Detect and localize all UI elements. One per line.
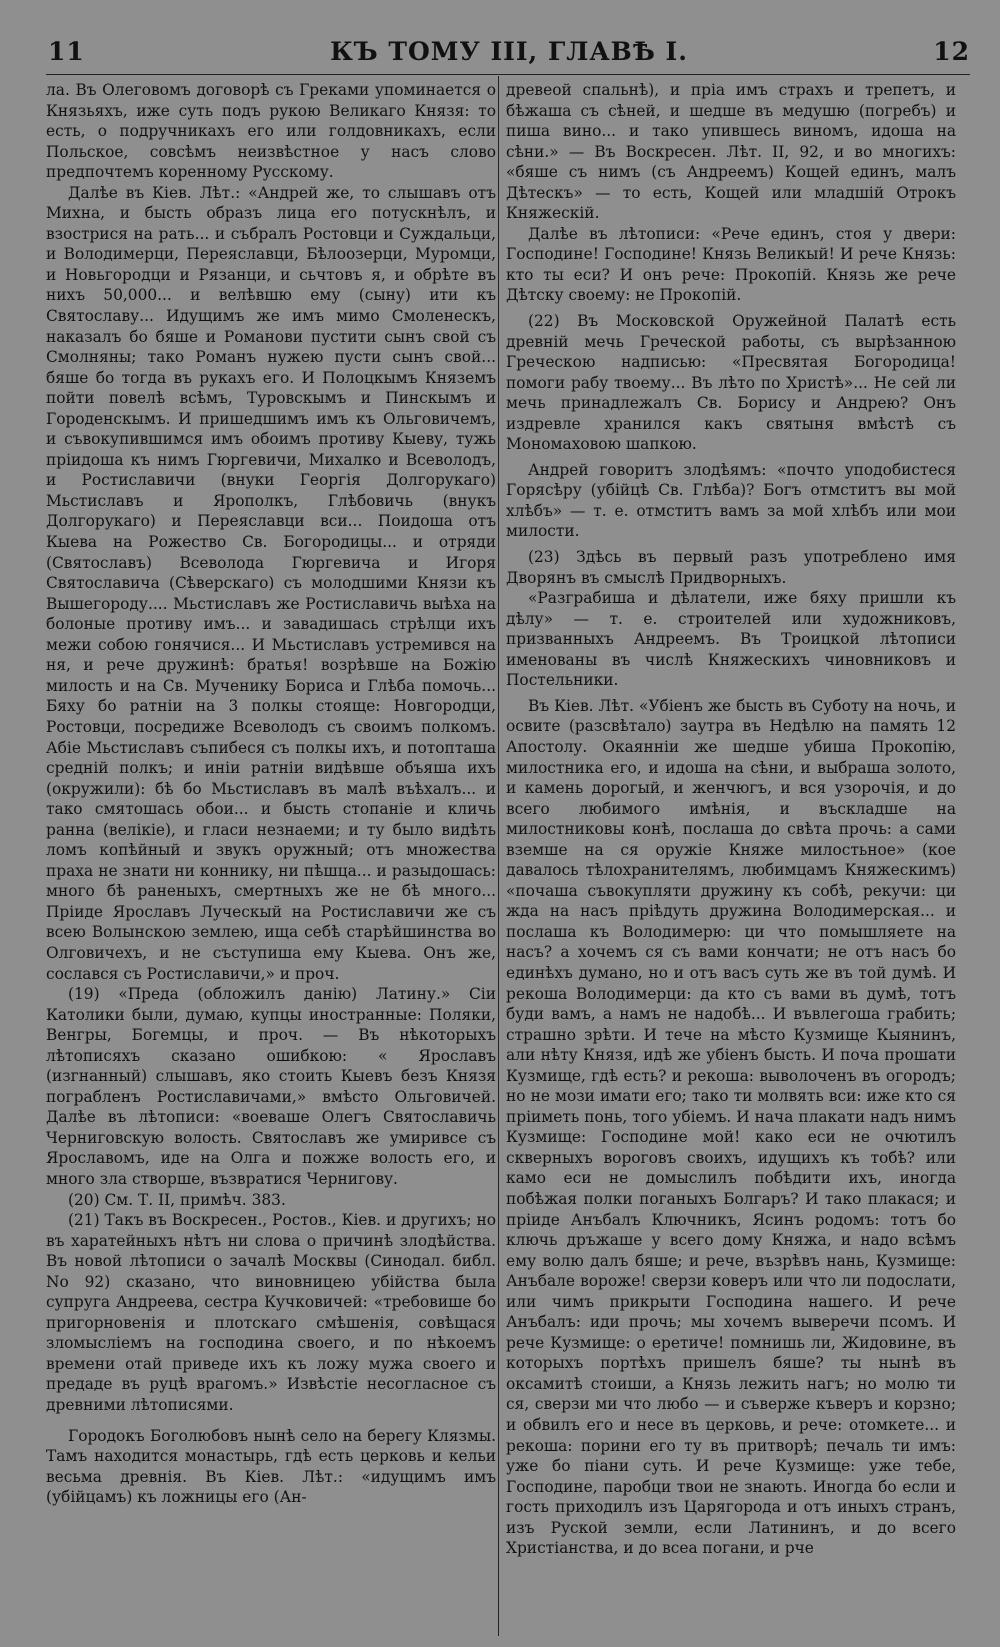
left-column — [46, 80, 496, 1508]
column-divider — [498, 76, 499, 1636]
running-header — [48, 34, 970, 68]
paragraph: Въ Кіев. Лѣт. «Убіенъ же бысть въ Суботу на ночь, и освите (разсвѣтало) заутра въ Недѣлю на память 12 Апостолу. Окаянніи же шедше убиша Прокопію, милостника его, и идоша на сѣни, и выбраша золото, и камень дорогый, и женчюгъ, и вся узорочія, и до всего любимого имѣнія, и въскладше на милостниковы конѣ, послаша до свѣта прочь: а сами вземше на ся оружіе Княже милостьное» (кое давалось тѣлохранителямъ, любимцамъ Княжескимъ) «почаша съвокупляти дружину къ собѣ, рекучи: ци жда на насъ пріѣдуть дружина Володимерская... и послаша къ Володимерю: ци что помышляете на насъ? а хочемъ ся съ вами кончати; не отъ насъ бо единѣхъ думано, но и отъ васъ суть же въ той думѣ. И рекоша Володимерци: да кто съ вами въ думѣ, тотъ буди вамъ, а намъ не надобѣ... И въвлегоша грабить; страшно зрѣти. И тече на мѣсто Кузмище Кыянинъ, али нѣту Князя, идѣ же убіенъ бысть. И поча прошати Кузмище, гдѣ есть? и рекоша: выволоченъ въ огородъ; но не мози имати его; тако ти молвять вси: иже кто ся пріиметь понь, того убіемъ. И нача плакати надъ нимъ Кузмище: Господине мой! како еси не очютилъ скверныхъ вороговъ своихъ, идущихъ къ тобѣ? или камо еси не домыслилъ побѣдити ихъ, иногда побѣжая полки поганыхъ Болгаръ? И тако плакася; и пріиде Анъбалъ Ключникъ, Ясинъ родомъ: тотъ бо ключь дръжаше у всего дому Княжа, и надо всѣмъ ему волю далъ бяше; и рече, възрѣвъ нань, Кузмище: Анъбале вороже! сверзи коверъ или что ли подослати, или чимъ прикрыти Господина нашего. И рече Анъбалъ: иди прочь; мы хочемъ выверечи псомъ. И рече Кузмище: о еретиче! помнишь ли, Жидовине, въ которыхъ портѣхъ пришелъ бяше? ты нынѣ въ оксамитѣ стоиши, а Князь лежить нагъ; но молю ти ся, сверзи ми что любо — и съверже къверъ и корзно; и обвилъ его и несе въ церковь, и рече: отомкете... и рекоша: порини его ту въ притворѣ; печаль ти имъ: уже бо піани суть. И рече Кузмище: уже тебе, Господине, паробци твои не знають. Иногда бо если и гость приходилъ изъ Царягорода и отъ иныхъ странъ, изъ Руской земли, если Латининъ, и до всего Христіанства, и до всеа погани, и рче — [506, 696, 956, 1558]
page-number-right: 12 — [933, 36, 970, 66]
paragraph: «Разграбиша и дѣлатели, иже бяху пришли къ дѣлу» — т. е. строителей или художниковъ, призванныхъ Андреемъ. Въ Троицкой лѣтописи именованы въ числѣ Княжескихъ чиновниковъ и Постельники. — [506, 589, 956, 690]
header-rule — [46, 74, 970, 75]
note-paragraph: (20) См. Т. II, примѣч. 383. — [68, 1190, 286, 1209]
note-paragraph: (19) «Преда (обложилъ данію) Латину.» Сіи Католики были, думаю, купцы иностранные: Поляки, Венгры, Богемцы, и проч. — Въ нѣкоторыхъ лѣтописяхъ сказано ошибкою: « Ярославъ (изгнанный) слышавъ, яко стоить Кыевъ безъ Князя пограбленъ Ростиславичами,» вмѣсто Ольговичей. Далѣе въ лѣтописи: «воеваше Олегъ Святославичь Черниговскую волость. Святославъ же умиривсе съ Ярославомъ, иде на Олга и пожже волость его, и много зла створше, възвратися Чернигову. — [46, 985, 496, 1188]
paragraph: Городокъ Боголюбовъ нынѣ село на берегу Клязмы. Тамъ находится монастырь, гдѣ есть церковь и кельи весьма древнія. Въ Кіев. Лѣт.: «идущимъ имъ (убійцамъ) къ ложницы его (Ан- — [46, 1426, 496, 1507]
paragraph: Далѣе въ лѣтописи: «Рече единъ, стоя у двери: Господине! Господине! Князь Великый! И рече Князь: кто ты еси? И онъ рече: Прокопій. Князь же рече Дѣтску своему: не Прокопій. — [506, 224, 956, 305]
paragraph: Далѣе въ Кіев. Лѣт.: «Андрей же, то слышавъ отъ Михна, и бысть образъ лица его потускнѣлъ, и взострися на рать... и събралъ Ростовци и Суждальци, и Володимерци, Переяславци, Бѣлоозерци, Муромци, и Новьгородци и Рязанци, и сьчтовъ я, и обрѣте въ нихъ 50,000... и велѣвшю ему (сыну) ити къ Святославу... Идущимъ же имъ мимо Смоленескъ, наказалъ бо бяше и Романови пустити сынъ свой съ Смолняны; тако Романъ нужею пусти сынъ свой... бяше бо тогда въ рукахъ его. И Полоцкымъ Княземъ пойти повелѣ всѣмъ, Туровскымъ и Пинскымъ и Городенскымъ. И пришедшимъ имъ къ Ольговичемъ, и съвокупившимся имъ обоимъ противу Кыеву, тужь пріидоша къ нимъ Гюргевичи, Михалко и Всеволодъ, и Ростиславичи (внуки Георгія Долгорукаго) Мьстиславъ и Ярополкъ, Глѣбовичь (внукъ Долгорукаго) и Переяславци вси... Поидоша отъ Кыева на Рожество Св. Богородицы... и отряди (Святославъ) Всеволода Гюргевича и Игоря Святославича (Сѣверскаго) съ молодшими Князи къ Вышегороду.... Мьстиславъ же Ростиславичь выѣха на болоные противу имъ... и завадишась стрѣлци ихъ межи собою гонячися... И Мьстиславъ устремився на ня, и рече дружинѣ: братья! возрѣвше на Божію милость и на Св. Мученику Бориса и Глѣба помочь... Бяху бо ратніи на 3 полкы стояще: Новгородци, Ростовци, посредиже Всеволодъ съ своимъ полкомъ. Абіе Мьстиславъ съпибеся съ полкы ихъ, и потопташа средній полкъ; и иніи ратніи видѣвше объяша ихъ (окружили): бѣ бо Мьстиславъ въ малѣ въѣхалъ... и тако смятошась обои... и бысть стопаніе и кличь ранна (велікіе), и гласи незнаеми; и ту было видѣть ломъ копѣйный и звукъ оружный; отъ множества праха не знати ни коннику, ни пѣшца... и разыдошась: много бѣ раненыхъ, смертныхъ же не бѣ много... Пріиде Ярославъ Луческый на Ростиславичи же съ всею Волынскою землею, ища себѣ старѣйшинства во Олговичехъ, и не съступиша ему Кыева. Онъ же, сослався съ Ростиславичи,» и проч. — [46, 183, 496, 983]
note-paragraph: (23) Здѣсь въ первый разъ употреблено имя Дворянъ въ смыслѣ Придворныхъ. — [506, 548, 956, 587]
paragraph: ла. Въ Олеговомъ договорѣ съ Греками упоминается о Князьяхъ, иже суть подъ рукою Великаго Князя: то есть, о подручникахъ его или голдовникахъ, если Польское, совсѣмъ неизвѣстное у насъ слово предпочтемъ коренному Русскому. — [46, 81, 496, 182]
running-title: КЪ ТОМУ III, ГЛАВѢ I. — [330, 36, 688, 66]
note-paragraph: (22) Въ Московской Оружейной Палатѣ есть древній мечь Греческой работы, съ вырѣзанною Греческою надписью: «Пресвятая Богородица! помоги рабу твоему... Въ лѣто по Христѣ»... Не сей ли мечь принадлежалъ Св. Борису и Андрею? Онъ издревле хранился какъ святыня вмѣстѣ съ Мономаховою шапкою. — [506, 312, 956, 454]
right-column — [506, 80, 956, 1559]
note-paragraph: (21) Такъ въ Воскресен., Ростов., Кіев. и другихъ; но въ харатейныхъ нѣтъ ни слова о причинѣ злодѣйства. Въ новой лѣтописи о зачалѣ Москвы (Синодал. библ. No 92) сказано, что виновницею убійства была супруга Андреева, сестра Кучковичей: «требовише бо пригорновенія и плотскаго смѣшенія, совѣщася зломыслiемъ на господина своего, и по нѣкоемъ времени отай приведе ихъ къ ложу мужа своего и предаде въ руцѣ врагомъ.» Извѣстіе несогласное съ древними лѣтописями. — [46, 1211, 496, 1414]
paragraph: Андрей говоритъ злодѣямъ: «почто уподобистеся Горясѣру (убійцѣ Св. Глѣба)? Богъ отмститъ вы мой хлѣбъ» — т. е. отмститъ вамъ за мой хлѣбъ или мои милости. — [506, 460, 956, 541]
paragraph: древеой спальнѣ), и пріа имъ страхъ и трепетъ, и бѣжаша съ сѣней, и шедше въ медушю (погребъ) и пиша вино... и тако упившесь виномъ, идоша на сѣни.» — Въ Воскресен. Лѣт. II, 92, и во многихъ: «бяше съ нимъ (съ Андреемъ) Кощей единъ, малъ Дѣтескъ» — то есть, Кощей или младшій Отрокъ Княжескій. — [506, 81, 956, 223]
page-number-left: 11 — [48, 36, 85, 66]
